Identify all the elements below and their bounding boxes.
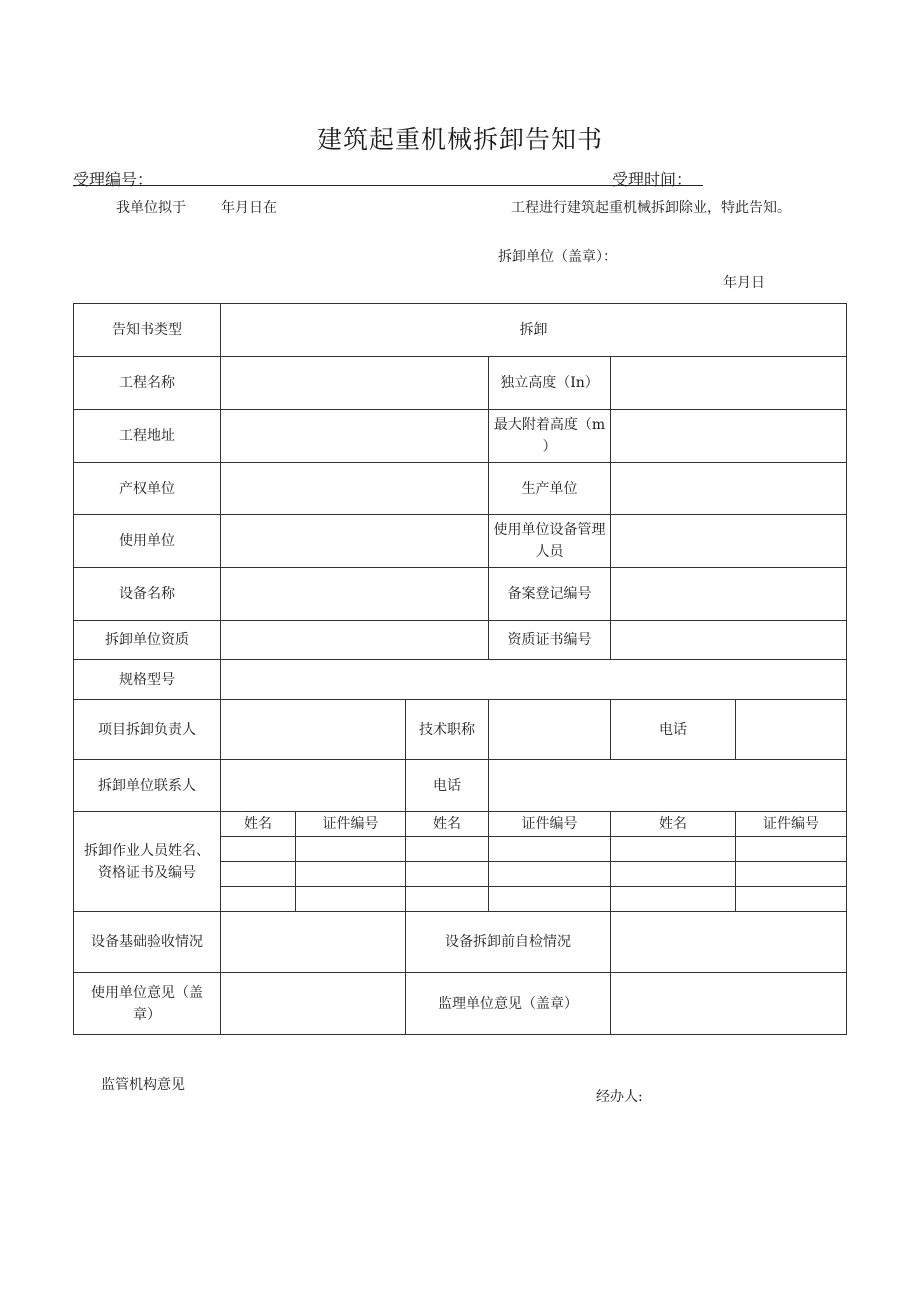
- qualification-cert-no-field[interactable]: [611, 621, 847, 660]
- user-opinion-field[interactable]: [221, 973, 406, 1035]
- user-unit-label: 使用单位: [74, 515, 221, 568]
- worker-cell[interactable]: [611, 862, 736, 887]
- worker-cell[interactable]: [221, 862, 296, 887]
- spec-model-field[interactable]: [221, 660, 847, 700]
- handler-label: 经办人:: [596, 1089, 643, 1105]
- record-no-field[interactable]: [611, 568, 847, 621]
- dismantle-qualification-field[interactable]: [221, 621, 489, 660]
- contact-label: 拆卸单位联系人: [74, 760, 221, 812]
- workers-label-line1: 拆卸作业人员姓名、: [84, 842, 210, 859]
- user-opinion-label-line1: 使用单位意见（盖: [91, 984, 203, 1001]
- project-address-field[interactable]: [221, 410, 489, 463]
- user-equipment-manager-label: [489, 515, 611, 568]
- pre-dismantle-check-label: 设备拆卸前自检情况: [406, 912, 611, 973]
- worker-cert-header-1: 证件编号: [296, 812, 406, 837]
- leader-phone-label: 电话: [611, 700, 736, 760]
- accept-no-fill-line: [73, 185, 703, 186]
- worker-cell[interactable]: [489, 887, 611, 912]
- worker-cell[interactable]: [296, 887, 406, 912]
- worker-cell[interactable]: [736, 862, 847, 887]
- worker-name-header-1: 姓名: [221, 812, 296, 837]
- worker-cell[interactable]: [296, 837, 406, 862]
- supervisor-opinion-field[interactable]: [611, 973, 847, 1035]
- user-unit-field[interactable]: [221, 515, 489, 568]
- worker-cert-header-3: 证件编号: [736, 812, 847, 837]
- notice-text-part3: 工程进行建筑起重机械拆卸除业，特此告知。: [511, 200, 791, 216]
- max-attached-height-label-line1: 最大附着高度（m: [493, 417, 606, 433]
- worker-cell[interactable]: [489, 837, 611, 862]
- dismantle-qualification-label: 拆卸单位资质: [74, 621, 221, 660]
- max-attached-height-field[interactable]: [611, 410, 847, 463]
- notice-date-label: 年月日: [723, 275, 765, 291]
- spec-model-label: 规格型号: [74, 660, 221, 700]
- worker-cell[interactable]: [611, 837, 736, 862]
- notice-type-value: 拆卸: [221, 304, 847, 357]
- workers-label: [74, 812, 221, 912]
- contact-phone-label: 电话: [406, 760, 489, 812]
- worker-cell[interactable]: [489, 862, 611, 887]
- notice-type-label: 告知书类型: [74, 304, 221, 357]
- seal-label: 拆卸单位（盖章）：: [498, 249, 617, 265]
- worker-cell[interactable]: [736, 887, 847, 912]
- max-attached-height-label: [489, 410, 611, 463]
- user-opinion-label: [74, 973, 221, 1035]
- worker-cell[interactable]: [736, 837, 847, 862]
- pre-dismantle-check-field[interactable]: [611, 912, 847, 973]
- equipment-name-field[interactable]: [221, 568, 489, 621]
- accept-time-label: 受理时间：: [612, 170, 693, 189]
- accept-no-label: 受理编号：: [73, 170, 154, 189]
- project-name-label: 工程名称: [74, 357, 221, 410]
- worker-cell[interactable]: [296, 862, 406, 887]
- worker-cell[interactable]: [611, 887, 736, 912]
- qualification-cert-no-label: 资质证书编号: [489, 621, 611, 660]
- standalone-height-label: 独立高度（In）: [489, 357, 611, 410]
- worker-cell[interactable]: [221, 887, 296, 912]
- tech-title-field[interactable]: [489, 700, 611, 760]
- notice-text-part2: 年月日在: [221, 200, 277, 216]
- worker-cell[interactable]: [406, 837, 489, 862]
- foundation-check-field[interactable]: [221, 912, 406, 973]
- page-title: 建筑起重机械拆卸告知书: [316, 125, 603, 154]
- contact-field[interactable]: [221, 760, 406, 812]
- worker-cell[interactable]: [406, 862, 489, 887]
- leader-phone-field[interactable]: [736, 700, 847, 760]
- project-address-label: 工程地址: [74, 410, 221, 463]
- worker-cert-header-2: 证件编号: [489, 812, 611, 837]
- project-leader-label: 项目拆卸负责人: [74, 700, 221, 760]
- notice-form-table: [73, 303, 847, 1035]
- regulator-opinion-label: 监管机构意见: [101, 1077, 185, 1093]
- worker-cell[interactable]: [406, 887, 489, 912]
- user-equipment-manager-field[interactable]: [611, 515, 847, 568]
- max-attached-height-label-line2: ）: [542, 439, 557, 455]
- supervisor-opinion-label: 监理单位意见（盖章）: [406, 973, 611, 1035]
- worker-cell[interactable]: [221, 837, 296, 862]
- worker-name-header-2: 姓名: [406, 812, 489, 837]
- manufacturer-field[interactable]: [611, 463, 847, 515]
- user-equipment-manager-label-line1: 使用单位设备管理: [493, 522, 606, 538]
- project-name-field[interactable]: [221, 357, 489, 410]
- standalone-height-field[interactable]: [611, 357, 847, 410]
- user-equipment-manager-label-line2: 人员: [535, 544, 564, 560]
- project-leader-field[interactable]: [221, 700, 406, 760]
- foundation-check-label: 设备基础验收情况: [74, 912, 221, 973]
- manufacturer-label: 生产单位: [489, 463, 611, 515]
- record-no-label: 备案登记编号: [489, 568, 611, 621]
- contact-phone-field[interactable]: [489, 760, 847, 812]
- worker-name-header-3: 姓名: [611, 812, 736, 837]
- workers-label-line2: 资格证书及编号: [98, 864, 196, 881]
- equipment-name-label: 设备名称: [74, 568, 221, 621]
- owner-unit-field[interactable]: [221, 463, 489, 515]
- user-opinion-label-line2: 章）: [133, 1006, 161, 1023]
- tech-title-label: 技术职称: [406, 700, 489, 760]
- notice-text-part1: 我单位拟于: [116, 200, 186, 216]
- owner-unit-label: 产权单位: [74, 463, 221, 515]
